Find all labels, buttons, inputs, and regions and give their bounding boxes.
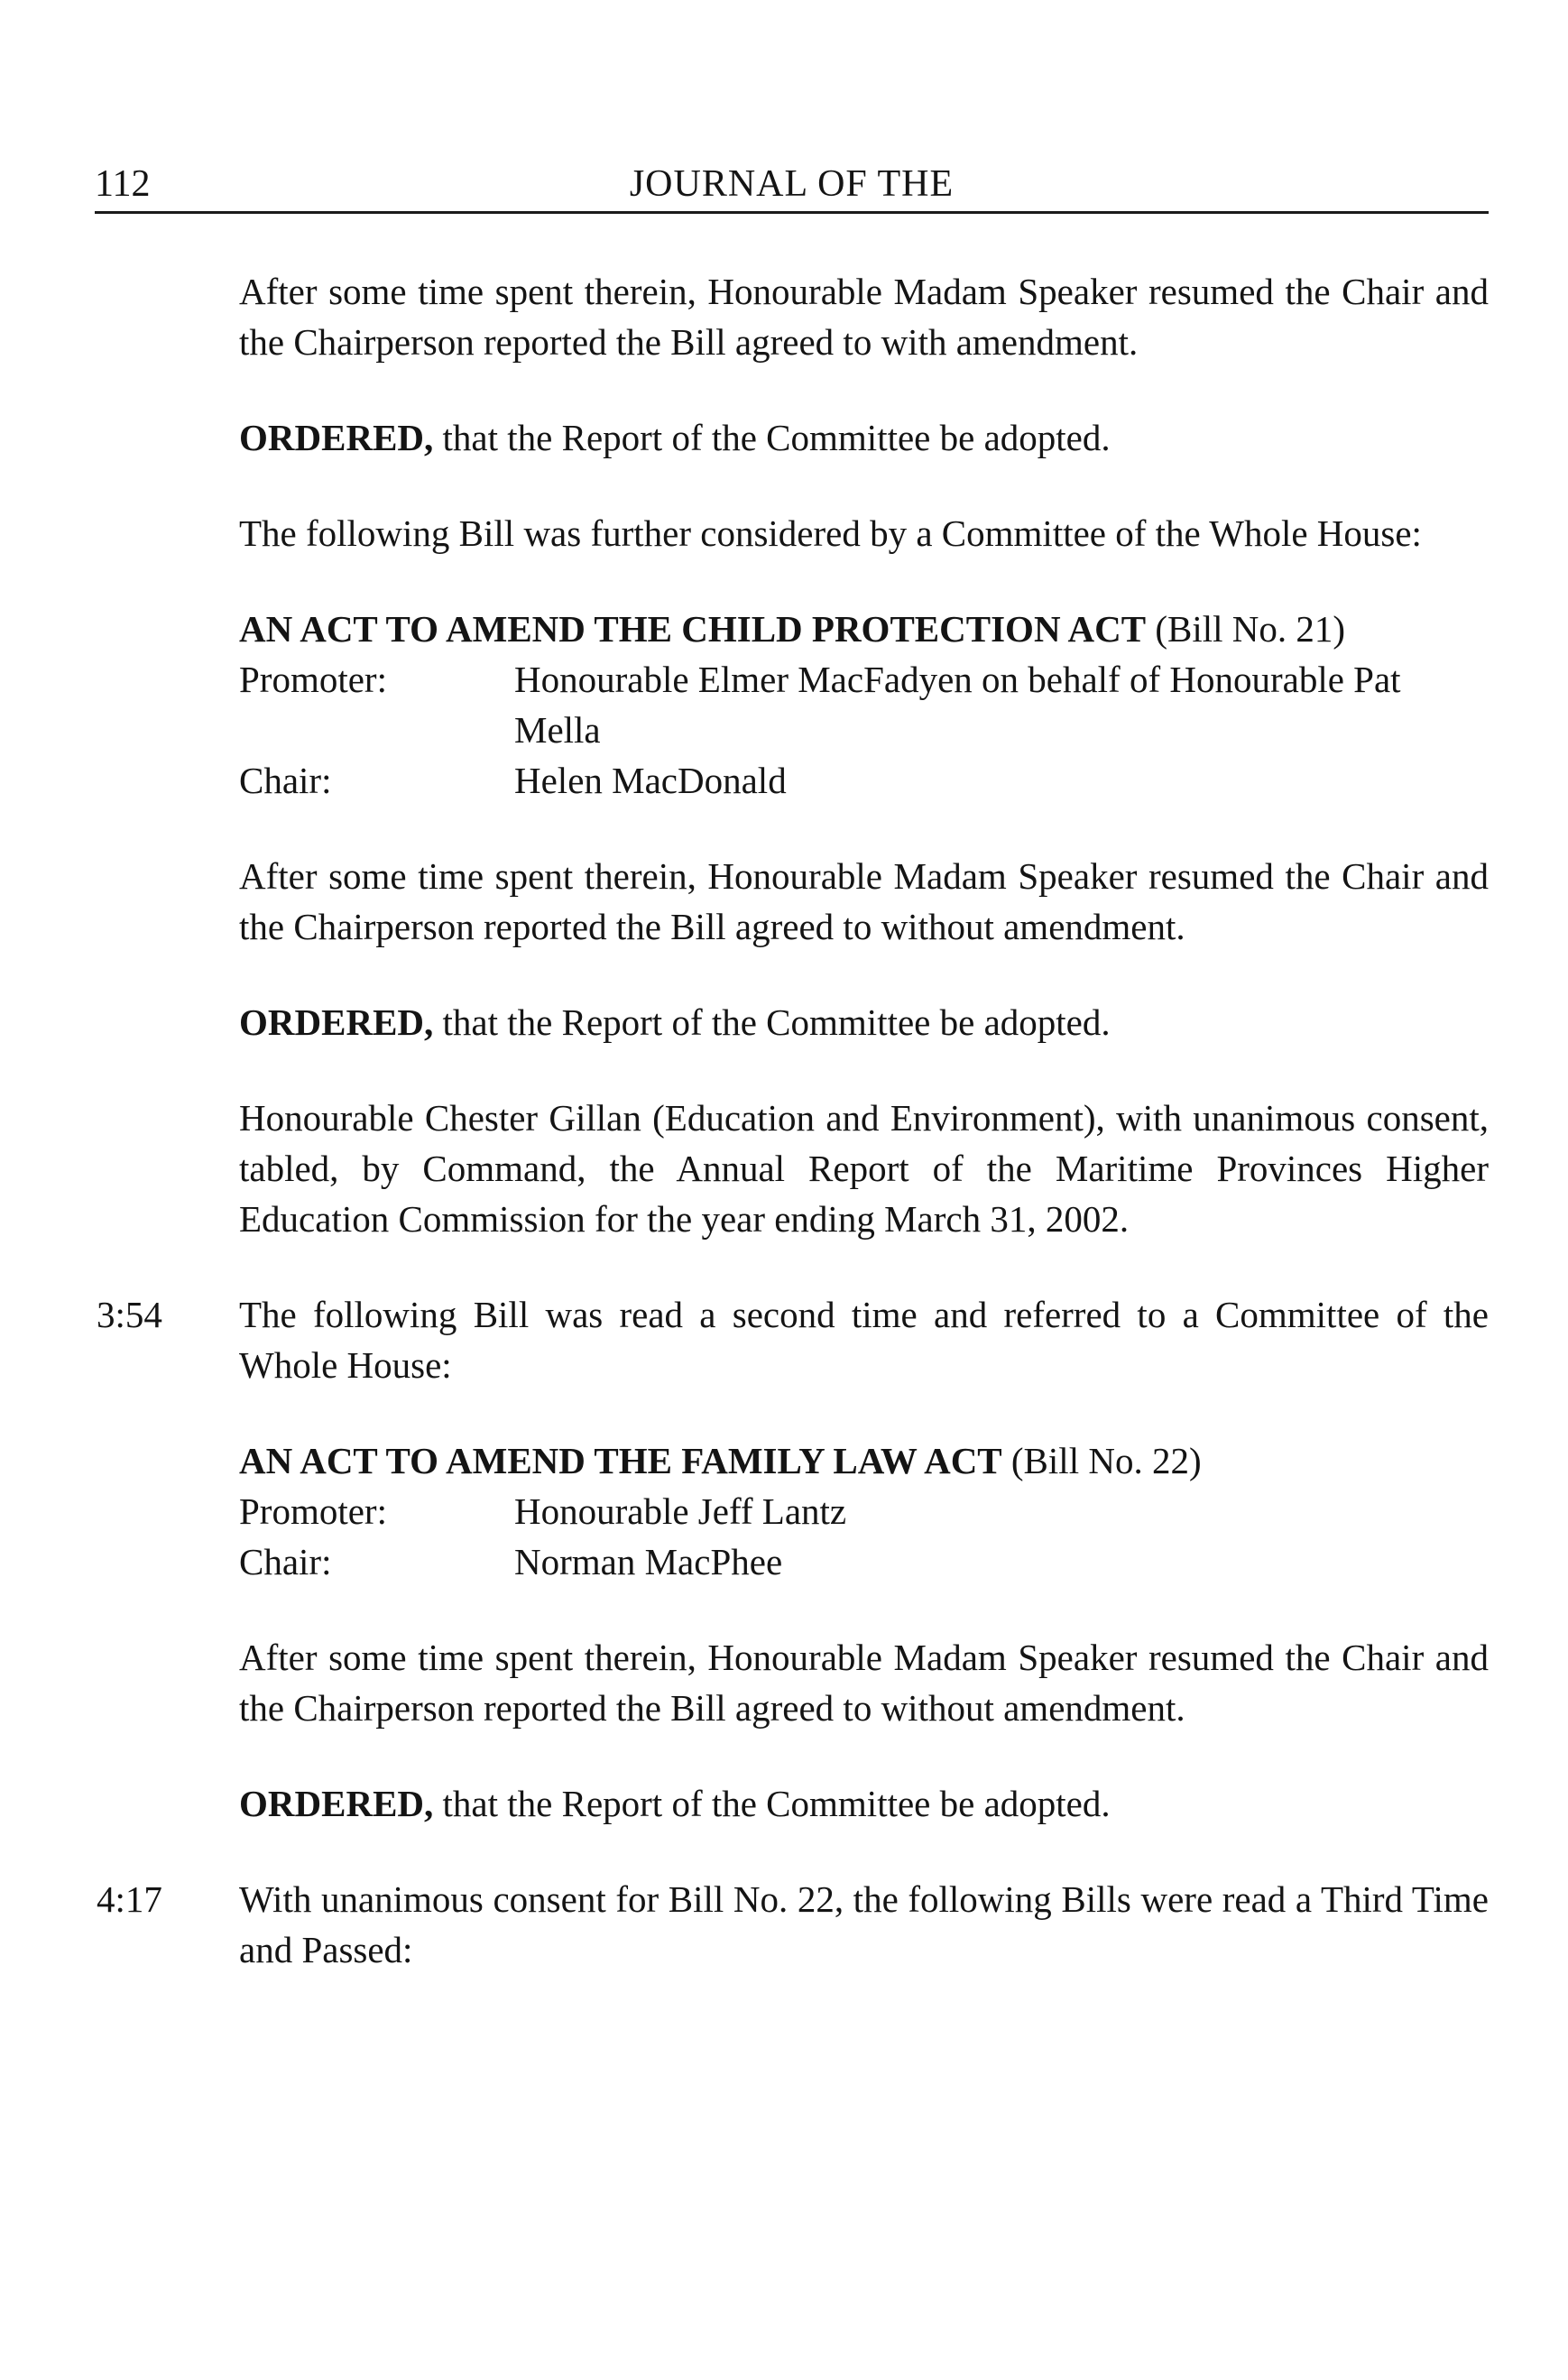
bill-22-block xyxy=(239,1435,1489,1587)
bill-21-block xyxy=(239,604,1489,806)
ordered-text: that the Report of the Committee be adopted. xyxy=(433,1783,1111,1824)
ordered-paragraph-1 xyxy=(239,412,1489,463)
time-mark: 4:17 xyxy=(97,1878,162,1920)
page-header xyxy=(95,161,1489,208)
ordered-text: that the Report of the Committee be adopted. xyxy=(433,1001,1111,1043)
bill-22-chair-row xyxy=(239,1536,1489,1587)
promoter-value: Honourable Elmer MacFadyen on behalf of Honourable Pat Mella xyxy=(514,659,1401,751)
ordered-label: ORDERED, xyxy=(239,1001,434,1043)
bill-21-chair-row xyxy=(239,755,1489,806)
ordered-paragraph-3 xyxy=(239,1778,1489,1829)
bill-21-title xyxy=(239,604,1489,654)
timed-entry-354 xyxy=(97,1289,1489,1390)
ordered-paragraph-2 xyxy=(239,997,1489,1047)
paragraph-tabled-report: Honourable Chester Gillan (Education and Environment), with unanimous consent, tabled, by Command, the Annual Report of the Maritime Provinces Higher Education Commission for the year ending March 31, 2002. xyxy=(239,1097,1489,1240)
bill-22-title-text: AN ACT TO AMEND THE FAMILY LAW ACT xyxy=(239,1440,1002,1481)
paragraph-bill-considered: The following Bill was further considered by a Committee of the Whole House: xyxy=(239,512,1422,554)
chair-label: Chair: xyxy=(239,760,332,801)
running-head: JOURNAL OF THE xyxy=(629,163,955,205)
page-number: 112 xyxy=(95,163,151,205)
promoter-label: Promoter: xyxy=(239,1490,387,1532)
bill-22-promoter-row xyxy=(239,1486,1489,1536)
bill-21-number: (Bill No. 21) xyxy=(1146,608,1346,650)
chair-label: Chair: xyxy=(239,1541,332,1582)
paragraph-committee-report-1: After some time spent therein, Honourable Madam Speaker resumed the Chair and the Chairperson reported the Bill agreed to with amendment. xyxy=(239,271,1489,363)
bill-22-title xyxy=(239,1435,1489,1486)
chair-value: Helen MacDonald xyxy=(514,760,787,801)
ordered-label: ORDERED, xyxy=(239,1783,434,1824)
timed-entry-417 xyxy=(97,1874,1489,1975)
ordered-text: that the Report of the Committee be adopted. xyxy=(433,417,1111,458)
entry-text: The following Bill was read a second time and referred to a Committee of the Whole House: xyxy=(239,1294,1489,1386)
journal-content xyxy=(97,266,1489,1975)
bill-21-promoter-row xyxy=(239,654,1489,755)
bill-22-number: (Bill No. 22) xyxy=(1001,1440,1202,1481)
entry-text: With unanimous consent for Bill No. 22, the following Bills were read a Third Time and Passed: xyxy=(239,1878,1489,1970)
promoter-label: Promoter: xyxy=(239,659,387,700)
time-mark: 3:54 xyxy=(97,1294,162,1335)
bill-21-title-text: AN ACT TO AMEND THE CHILD PROTECTION ACT xyxy=(239,608,1147,650)
header-rule xyxy=(95,211,1489,214)
paragraph-committee-report-2: After some time spent therein, Honourable Madam Speaker resumed the Chair and the Chairperson reported the Bill agreed to without amendment. xyxy=(239,855,1489,947)
chair-value: Norman MacPhee xyxy=(514,1541,783,1582)
paragraph-committee-report-3: After some time spent therein, Honourable Madam Speaker resumed the Chair and the Chairperson reported the Bill agreed to without amendment. xyxy=(239,1637,1489,1729)
promoter-value: Honourable Jeff Lantz xyxy=(514,1490,847,1532)
ordered-label: ORDERED, xyxy=(239,417,434,458)
